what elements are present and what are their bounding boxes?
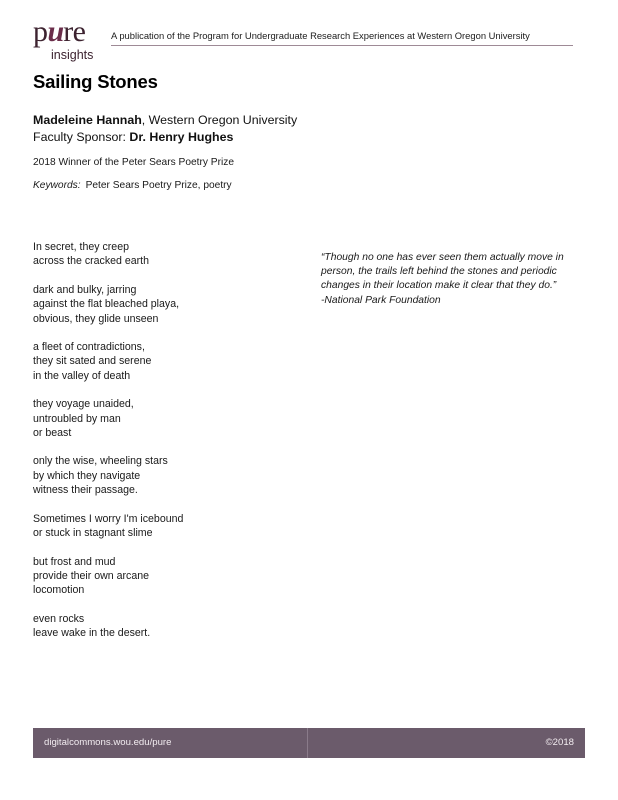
keywords-values: Peter Sears Poetry Prize, poetry: [85, 180, 232, 191]
poem-line: only the wise, wheeling stars: [33, 455, 168, 468]
publication-statement-text: A publication of the Program for Undergraduate Research Experiences at Western Oregon University: [111, 30, 530, 41]
poem-line: by which they navigate: [33, 469, 141, 482]
footer-url[interactable]: digitalcommons.wou.edu/pure: [44, 737, 172, 748]
poem-line: Sometimes I worry I'm icebound: [33, 512, 184, 525]
poem-stanza: [33, 612, 283, 641]
poem-line: but frost and mud: [33, 555, 116, 568]
poem-stanza: [33, 454, 283, 497]
poem-line: provide their own arcane: [33, 569, 150, 582]
poem-line: dark and bulky, jarring: [33, 283, 137, 296]
header-rule: [111, 45, 573, 46]
keywords-label: Keywords:: [33, 180, 81, 191]
logo-letter-u: u: [47, 15, 62, 48]
logo-subtitle: insights: [51, 48, 94, 62]
pull-quote-line: “Though no one has ever seen them actually move in: [321, 252, 564, 263]
publication-statement: [111, 30, 573, 46]
pull-quote: [321, 251, 571, 308]
page-header: [33, 15, 585, 68]
logo-wordmark: [33, 15, 111, 48]
sponsor-name: Dr. Henry Hughes: [129, 129, 234, 144]
page-footer: [33, 728, 585, 758]
logo-letters-re: re: [63, 15, 86, 48]
author-affiliation: , Western Oregon University: [141, 113, 298, 127]
poem-stanza: [33, 555, 283, 598]
poem-line: obvious, they glide unseen: [33, 312, 159, 325]
poem-line: they voyage unaided,: [33, 398, 134, 411]
poem-line: leave wake in the desert.: [33, 627, 151, 640]
footer-copyright: ©2018: [545, 737, 574, 748]
poem-line: witness their passage.: [33, 484, 138, 497]
pure-insights-logo: [33, 15, 111, 68]
pull-quote-line: -National Park Foundation: [321, 294, 441, 306]
poem-body: [33, 240, 283, 641]
poem-line: in the valley of death: [33, 369, 131, 382]
poem-line: In secret, they creep: [33, 241, 129, 253]
sponsor-line: [33, 129, 297, 146]
logo-letter-p: p: [33, 15, 48, 48]
poem-line: or beast: [33, 427, 72, 440]
poem-stanza: [33, 240, 283, 269]
award-note: 2018 Winner of the Peter Sears Poetry Prize: [33, 157, 235, 168]
page-title: Sailing Stones: [33, 71, 158, 92]
poem-stanza: [33, 512, 283, 541]
poem-line: against the flat bleached playa,: [33, 298, 180, 311]
keywords-line: [33, 180, 232, 191]
poem-stanza: [33, 283, 283, 326]
poem-stanza: [33, 397, 283, 440]
byline: [33, 112, 297, 145]
pull-quote-line: person, the trails left behind the stones and periodic: [321, 266, 557, 278]
poem-stanza: [33, 340, 283, 383]
sponsor-label: Faculty Sponsor:: [33, 129, 130, 144]
poem-line: untroubled by man: [33, 412, 121, 425]
poem-line: across the cracked earth: [33, 255, 149, 268]
author-line: [33, 112, 297, 129]
poem-line: or stuck in stagnant slime: [33, 527, 153, 540]
author-name: Madeleine Hannah: [33, 113, 142, 127]
poem-line: a fleet of contradictions,: [33, 341, 145, 354]
pull-quote-line: changes in their location make it clear that they do.”: [321, 280, 557, 292]
footer-divider: [307, 728, 308, 758]
poem-line: they sit sated and serene: [33, 355, 152, 368]
poem-line: even rocks: [33, 612, 85, 625]
poem-line: locomotion: [33, 584, 85, 597]
